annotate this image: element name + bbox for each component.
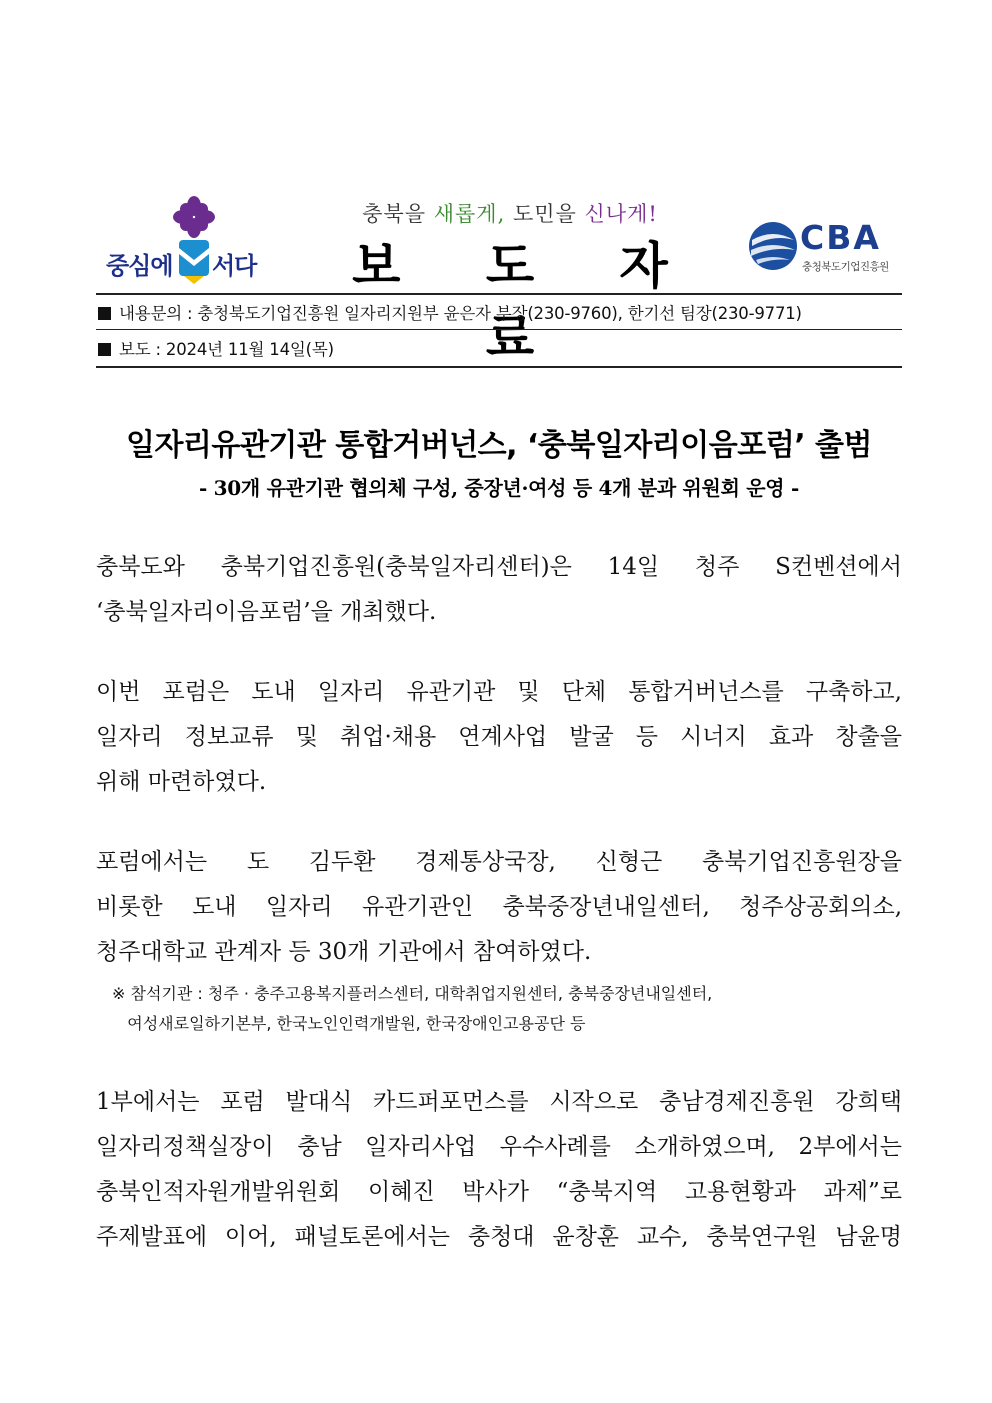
slogan-part-3: 도민을 (505, 202, 585, 226)
bullet-square-icon (98, 307, 111, 320)
slogan-part-2: 새롭게, (433, 202, 506, 226)
attendee-note (112, 979, 902, 1039)
paragraph-line: 이번 포럼은 도내 일자리 유관기관 및 단체 통합거버넌스를 구축하고, (96, 679, 902, 705)
cba-logo-subtext: 충청북도기업진흥원 (802, 261, 889, 273)
info-top-rule (96, 293, 902, 295)
paragraph-line: 일자리정책실장이 충남 일자리사업 우수사례를 소개하였으며, 2부에서는 (96, 1134, 902, 1160)
logo-text-left: 중심에 (106, 252, 173, 280)
paragraph-line: 주제발표에 이어, 패널토론에서는 충청대 윤창훈 교수, 충북연구원 남윤명 (96, 1224, 902, 1250)
slogan (300, 198, 720, 228)
slogan-part-1: 충북을 (362, 202, 434, 226)
paragraph-1 (96, 545, 902, 635)
paragraph-line: 비롯한 도내 일자리 유관기관인 충북중장년내일센터, 청주상공회의소, (96, 894, 902, 920)
paragraph-line: 일자리 정보교류 및 취업·채용 연계사업 발굴 등 시너지 효과 창출을 (96, 724, 902, 750)
paragraph-line: 충북인적자원개발위원회 이혜진 박사가 “충북지역 고용현황과 과제”로 (96, 1179, 902, 1205)
logo-text-right: 서다 (212, 252, 257, 280)
paragraph-line: 충북도와 충북기업진흥원(충북일자리센터)은 14일 청주 S컨벤션에서 (96, 554, 902, 580)
note-line: ※ 참석기관 : 청주 · 충주고용복지플러스센터, 대학취업지원센터, 충북중장년내일센터, (112, 984, 713, 1003)
info-middle-rule (96, 329, 902, 330)
date-text: 보도 : 2024년 11월 14일(목) (119, 340, 334, 359)
chungbuk-logo (100, 196, 260, 286)
paragraph-line: ‘충북일자리이음포럼’을 개최했다. (96, 599, 437, 625)
paragraph-line: 위해 마련하였다. (96, 769, 267, 795)
subheadline: - 30개 유관기관 협의체 구성, 중장년·여성 등 4개 분과 위원회 운영 - (199, 476, 799, 500)
cba-logo (748, 216, 908, 276)
slogan-part-4: 신나게! (584, 202, 658, 226)
paragraph-line: 1부에서는 포럼 발대식 카드퍼포먼스를 시작으로 충남경제진흥원 강희택 (96, 1089, 902, 1115)
info-bottom-rule (96, 366, 902, 368)
page-title: 보 도 자 료 (352, 237, 702, 367)
date-row (98, 336, 334, 360)
paragraph-line: 포럼에서는 도 김두환 경제통상국장, 신형근 충북기업진흥원장을 (96, 849, 902, 875)
note-line: 여성새로일하기본부, 한국노인인력개발원, 한국장애인고용공단 등 (112, 1014, 586, 1033)
headline: 일자리유관기관 통합거버넌스, ‘충북일자리이음포럼’ 출범 (125, 428, 873, 463)
globe-icon (748, 218, 798, 274)
contact-row (98, 300, 802, 324)
paragraph-3 (96, 840, 902, 975)
paragraph-4 (96, 1080, 902, 1260)
cba-logo-text: CBA (800, 218, 881, 257)
contact-text: 내용문의 : 충청북도기업진흥원 일자리지원부 윤은자 부장(230-9760), 한기선 팀장(230-9771) (119, 304, 802, 323)
bullet-square-icon (98, 343, 111, 356)
paragraph-2 (96, 670, 902, 805)
paragraph-line: 청주대학교 관계자 등 30개 기관에서 참여하였다. (96, 939, 592, 965)
